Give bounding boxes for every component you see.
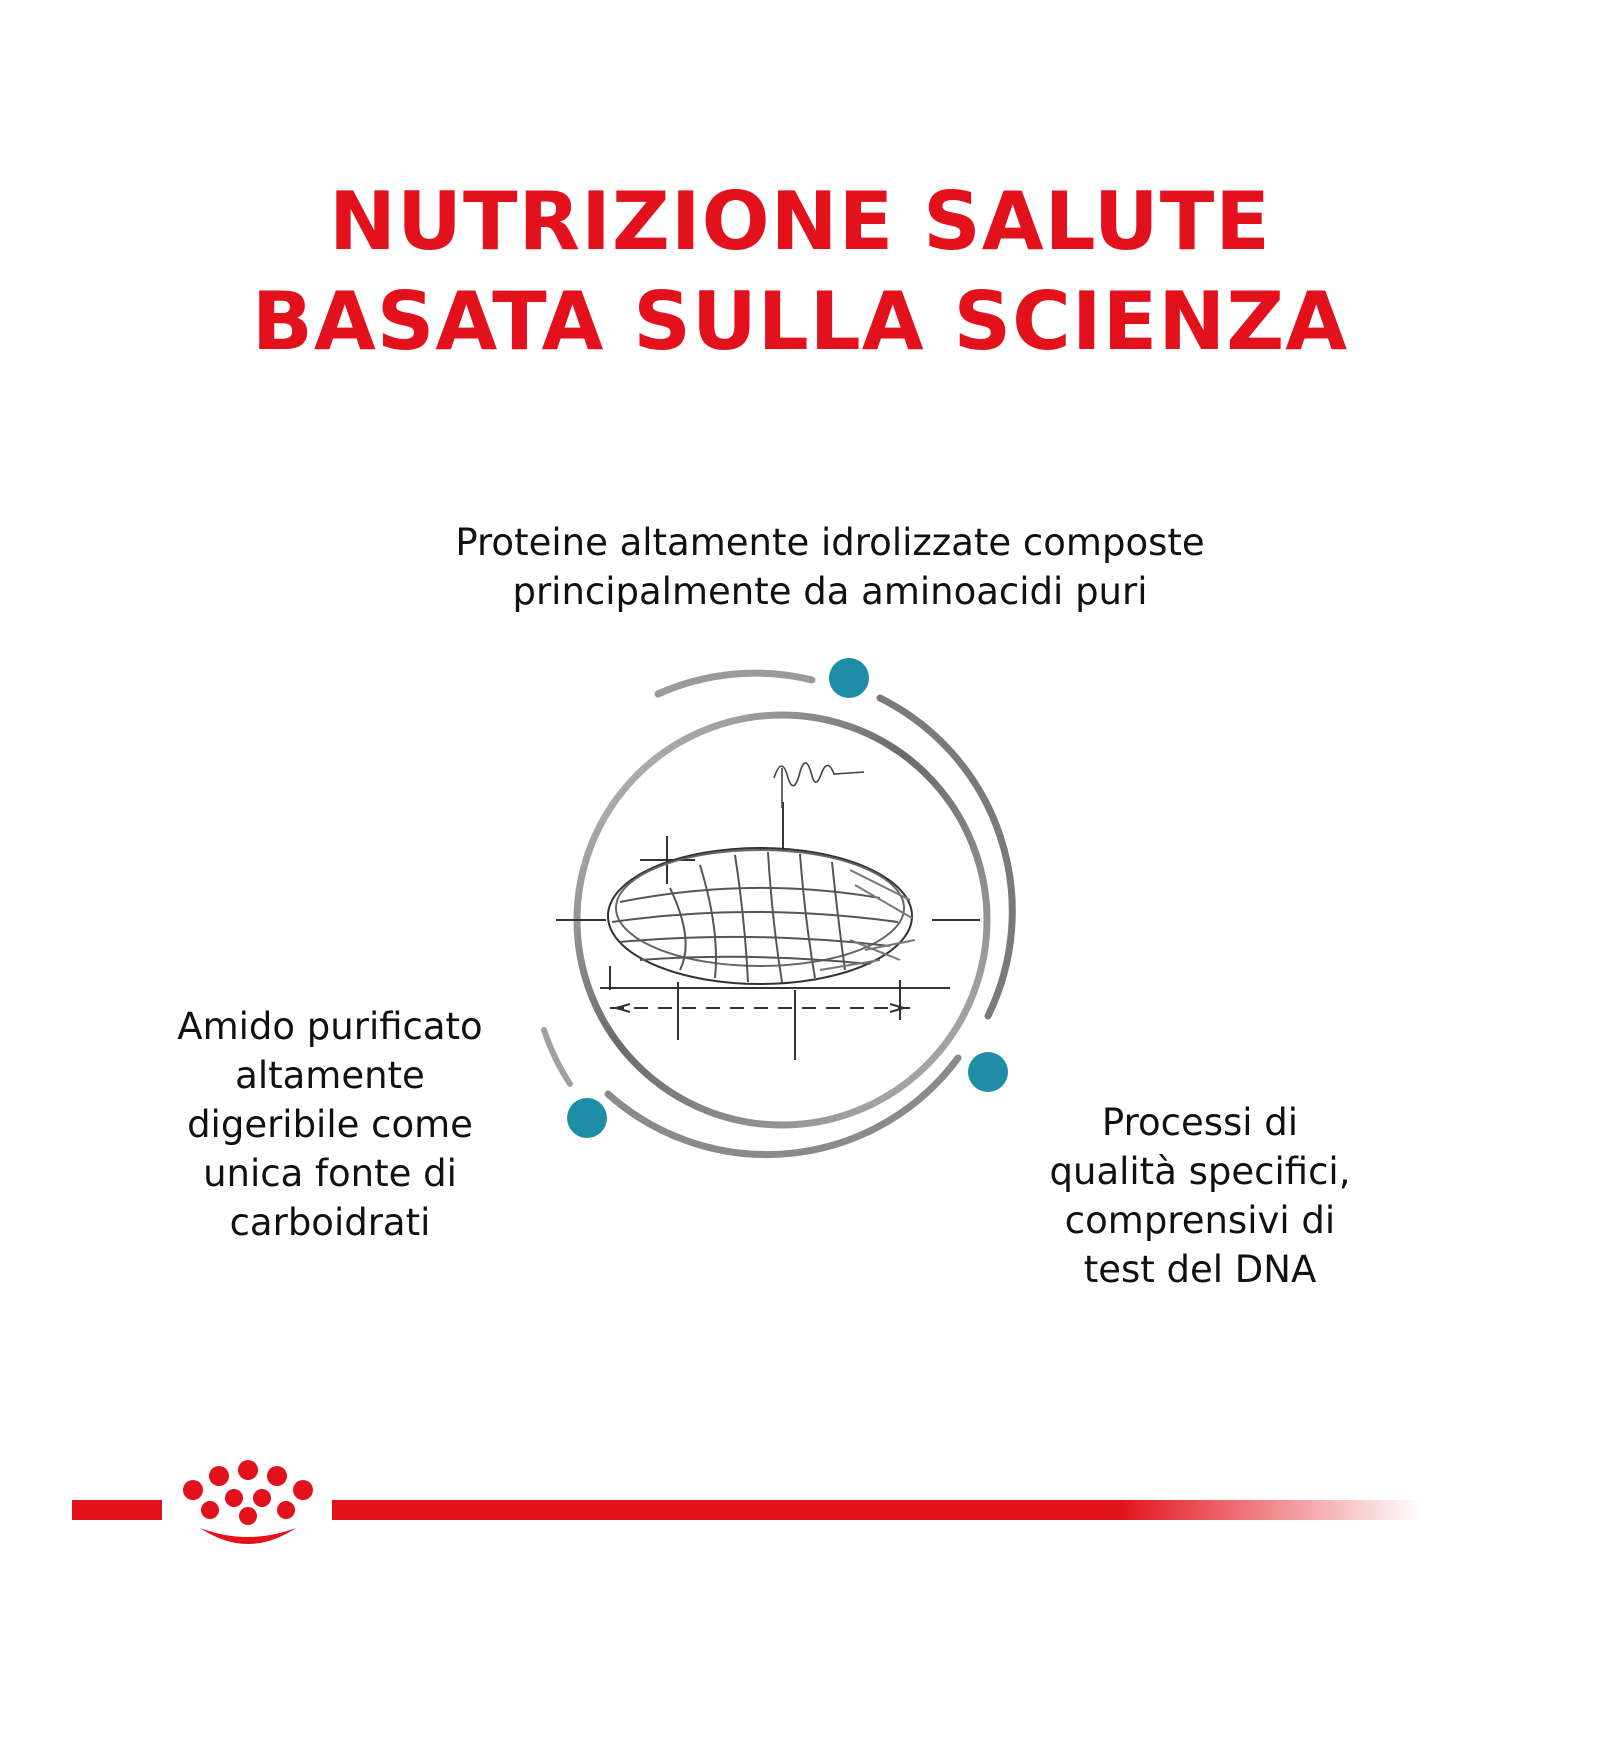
royal-canin-crown-logo (183, 1460, 313, 1544)
feature-protein-text (400, 518, 1260, 616)
dot-right (968, 1052, 1008, 1092)
feature-starch-line-5: carboidrati (229, 1201, 431, 1244)
feature-starch-line-4: unica fonte di (203, 1152, 457, 1195)
headline-line-2: BASATA SULLA SCIENZA (251, 275, 1349, 368)
outer-ring-left-arc (544, 1030, 570, 1084)
feature-starch-line-3: digeribile come (187, 1103, 473, 1146)
brand-bar-left-segment (72, 1500, 162, 1520)
outer-ring-bottom-arc (608, 1058, 958, 1155)
brand-bar-right-segment (332, 1500, 1422, 1520)
feature-protein-line-1: Proteine altamente idrolizzate composte (455, 521, 1205, 564)
feature-quality-text (1000, 1098, 1400, 1294)
dot-left (567, 1098, 607, 1138)
feature-starch-line-2: altamente (235, 1054, 425, 1097)
feature-starch-line-1: Amido purificato (177, 1005, 483, 1048)
feature-quality-line-2: qualità specifici, (1049, 1150, 1351, 1193)
feature-quality-line-4: test del DNA (1083, 1248, 1317, 1291)
feature-quality-line-1: Processi di (1101, 1101, 1299, 1144)
kibble-diagram (520, 640, 1060, 1200)
feature-quality-line-3: comprensivi di (1064, 1199, 1336, 1242)
outer-ring-top-left-arc (658, 673, 812, 694)
feature-protein-line-2: principalmente da aminoacidi puri (512, 570, 1148, 613)
dot-top (829, 658, 869, 698)
outer-ring-right-arc (880, 698, 1012, 1016)
brand-bar (0, 1460, 1600, 1560)
headline-line-1: NUTRIZIONE SALUTE (329, 175, 1271, 268)
kibble-sketch-icon (556, 763, 980, 1060)
feature-starch-text (130, 1002, 530, 1247)
